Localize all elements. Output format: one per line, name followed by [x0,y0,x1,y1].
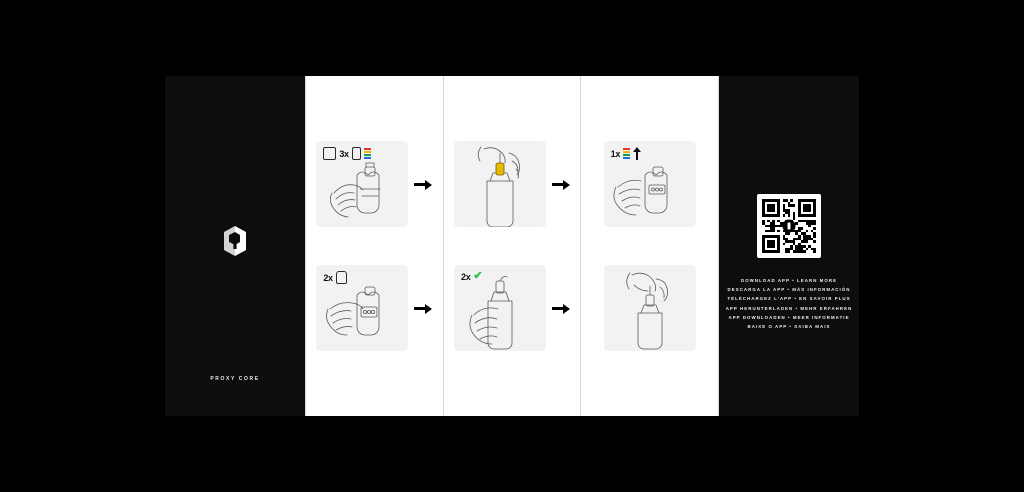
qr-code[interactable] [757,194,821,258]
step-5-count: 2x [461,271,471,282]
arrow-step-4-to-5 [414,303,432,313]
step-row-4 [316,265,432,351]
step-1-count: 3x [339,148,349,159]
step-row-3 [604,141,696,227]
step-card-2 [454,141,546,227]
instruction-panel-2 [444,76,581,416]
step-card-5 [454,265,546,351]
step-6-illustration [604,265,696,351]
step-card-3 [604,141,696,227]
step-row-1 [316,141,432,227]
step-card-1 [316,141,408,227]
arrow-step-5-to-6 [552,303,570,313]
cover-panel [165,76,305,416]
arrow-step-2-to-3 [552,179,570,189]
arrow-step-1-to-2 [414,179,432,189]
brand-name: PROXY CORE [210,376,260,382]
cta-line-es: DESCARGA LA APP • MÁS INFORMACIÓN [727,287,851,293]
step-4-count: 2x [323,272,333,283]
instruction-panel-3 [581,76,718,416]
step-row-5 [454,265,570,351]
cta-line-fr: TÉLÉCHARGEZ L'APP • EN SAVOIR PLUS [727,296,851,302]
cta-line-en: DOWNLOAD APP • LEARN MORE [740,278,838,283]
instruction-panel-1 [306,76,443,416]
step-1-illustration [316,141,408,227]
cta-line-nl: APP DOWNLOADEN • MEER INFORMATIE [728,314,850,320]
step-2-illustration [454,141,546,227]
step-row-2 [454,141,570,227]
step-4-illustration [316,265,408,351]
cta-line-pt: BAIXE O APP • SAIBA MAIS [747,324,831,330]
step-row-6 [604,265,696,351]
cta-language-list [719,276,859,331]
step-3-illustration [604,141,696,227]
step-card-4 [316,265,408,351]
step-5-illustration [454,265,546,351]
qr-center-logo-icon [783,220,796,233]
qr-panel [719,76,859,416]
unfolded-leaflet [165,76,859,416]
step-3-count: 1x [610,148,621,159]
step-card-6 [604,265,696,351]
cta-line-de: APP HERUNTERLADEN • MEHR ERFAHREN [725,305,853,311]
proxy-logo-mark-icon [224,226,246,256]
green-check-icon: ✔ [473,270,483,282]
